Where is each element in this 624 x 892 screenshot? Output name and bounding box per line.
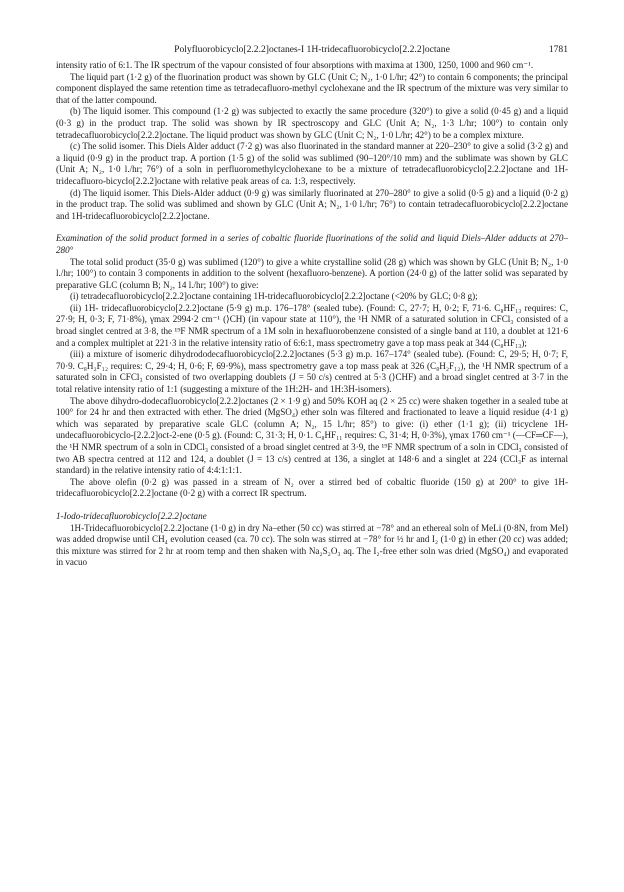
- paragraph: The total solid product (35·0 g) was sublimed (120°) to give a white crystalline solid (28 g) which was shown by GLC (Unit B; N₂, 1·0 l./hr; 100°) to contain 3 components in addition to the solvent (hexafluoro-benzene). A portion (24·0 g) of the latter solid was separated by preparative GLC (column B; N₂, 14 l./hr; 100°) to give:: [56, 256, 568, 290]
- body-text: [56, 60, 568, 569]
- section-heading: 1-Iodo-tridecafluorobicyclo[2.2.2]octane: [56, 510, 207, 521]
- journal-page: [56, 44, 568, 569]
- paragraph: (c) The solid isomer. This Diels Alder adduct (7·2 g) was also fluorinated in the standard manner at 220–230° to give a solid (3·2 g) and a liquid (0·9 g) in the product trap. A portion (1·5 g) of the solid was sublimed (90–120°/10 mm) and the sublimate was shown by GLC (Unit A; N₂, 1·0 l./hr; 76°) of a soln in perfluoromethylcyclohexane to be a mixture of tetradecafluorobicyclo[2.2.2]octane and 1H-tridecafluoro-bicyclo[2.2.2]octane with relative peak areas of ca. 1:3, respectively.: [56, 141, 568, 186]
- paragraph: The above olefin (0·2 g) was passed in a stream of N₂ over a stirred bed of cobaltic fluoride (150 g) at 200° to give 1H-tridecafluorobicyclo[2.2.2]octane (0·2 g) with a correct IR spectrum.: [56, 476, 568, 499]
- paragraph: (i) tetradecafluorobicyclo[2.2.2]octane containing 1H-tridecafluorobicyclo[2.2.2]octane (<20% by GLC; 0·8 g);: [70, 291, 478, 302]
- running-title: Polyfluorobicyclo[2.2.2]octanes-I 1H-tridecafluorobicyclo[2.2.2]octane: [174, 44, 450, 55]
- paragraph: (d) The liquid isomer. This Diels-Alder adduct (0·9 g) was similarly fluorinated at 270–280° to give a solid (0·5 g) and a liquid (0·2 g) in the product trap. The solid was sublimed and shown by GLC (Unit A; N₂, 1·0 l./hr; 76°) to contain tetradecafluorobicyclo[2.2.2]octane and 1H-tridecafluorobicyclo[2.2.2]octane.: [56, 187, 568, 221]
- paragraph: The liquid part (1·2 g) of the fluorination product was shown by GLC (Unit C; N₂, 1·0 l./hr; 42°) to contain 6 components; the principal component displayed the same retention time as tetradecafluoro-methyl cyclohexane and the IR spectrum of the mixture was very similar to that of the latter compound.: [56, 71, 568, 105]
- paragraph: 1H-Tridecafluorobicyclo[2.2.2]octane (1·0 g) in dry Na–ether (50 cc) was stirred at −78° and an ethereal soln of MeLi (0·8N, from MeI) was added dropwise until CH₄ evolution ceased (ca. 70 cc). The soln was stirred at −78° for ½ hr and I₂ (1·0 g) in ether (20 cc) was added; this mixture was stirred for 2 hr at room temp and then shaken with Na₂S₂O₃ aq. The I₂-free ether soln was dried (MgSO₄) and evaporated in vacuo: [56, 522, 568, 568]
- paragraph: (iii) a mixture of isomeric dihydrododecafluorobicyclo[2.2.2]octanes (5·3 g) m.p. 167–174° (sealed tube). (Found: C, 29·5; H, 0·7; F, 70·9. C₈H₂F₁₂ requires: C, 29·4; H, 0·6; F, 69·9%), mass spectrometry gave a top mass peak at 326 (C₈H₂F₁₂), the ¹H NMR spectrum of a saturated soln in CFCl₃ consisted of two overlapping doublets (J = 50 c/s) centred at 5·3 (⟩CHF) and a broad singlet centred at 3·7 in the total relative intensity ratio of 1:1 (suggesting a mixture of the 1H:2H- and 1H:3H-isomers).: [56, 349, 568, 395]
- paragraph: intensity ratio of 6:1. The IR spectrum of the vapour consisted of four absorptions with maxima at 1300, 1250, 1000 and 960 cm⁻¹.: [56, 60, 534, 70]
- section-heading: Examination of the solid product formed in a series of cobaltic fluoride fluorinations of the solid and liquid Diels–Alder adducts at 270–280°: [56, 233, 568, 255]
- section-gap: [56, 500, 568, 511]
- page-number: 1781: [548, 44, 568, 55]
- running-header: [56, 44, 568, 60]
- section-gap: [56, 222, 568, 233]
- paragraph: The above dihydro-dodecafluorobicyclo[2.2.2]octanes (2 × 1·9 g) and 50% KOH aq (2 × 25 cc) were shaken together in a sealed tube at 100° for 24 hr and then extracted with ether. The dried (MgSO₄) ether soln was filtered and fractionated to leave a liquid residue (4·1 g) which was separated by preparative scale GLC (column A; N₂, 15 l./hr; 85°) to give: (i) ether (1·1 g); (ii) tricyclene 1H-undecafluorobicyclo-[2.2.2]oct-2-ene (0·5 g). (Found: C, 31·3; H, 0·1. C₈HF₁₁ requires: C, 31·4; H, 0·3%), γmax 1760 cm⁻¹ (—CF═CF—), the ¹H NMR spectrum of a soln in CDCl₃ consisted of a broad singlet centred at 3·9, the ¹⁹F NMR spectrum of a soln in CDCl₃ consisted of two AB spectra centred at 112 and 124, a doublet (J = 13 c/s) centred at 136, a singlet at 148·6 and a singlet at 224 (CCl₃F as internal standard) in the relative intensity ratio of 4:4:1:1:1.: [56, 395, 568, 476]
- paragraph: (b) The liquid isomer. This compound (1·2 g) was subjected to exactly the same procedure (320°) to give a solid (0·45 g) and a liquid (0·3 g) in the product trap. The solid was shown by IR spectroscopy and GLC (Unit A; N₂, 1·3 l./hr; 100°) to contain only tetradecafluorobicyclo[2.2.2]octane. The liquid product was shown by GLC (Unit C; N₂, 1·0 l./hr; 42°) to be a complex mixture.: [56, 106, 568, 140]
- paragraph: (ii) 1H- tridecafluorobicyclo[2.2.2]octane (5·9 g) m.p. 176–178° (sealed tube). (Found: C, 27·7; H, 0·2; F, 71·6. C₈HF₁₃ requires: C, 27·9; H, 0·3; F, 71·8%), γmax 2994·2 cm⁻¹ (⟩CH) (in vapour state at 110°), the ¹H NMR of a saturated solution in CFCl₃ consisted of a broad singlet centred at 3·8, the ¹⁹F NMR spectrum of a 1M soln in hexafluorobenzene consisted of a single band at 110, a doublet at 121·6 and a complex multiplet at 221·3 in the relative intensity ratio of 6:6:1, mass spectrometry gave a top mass peak at 344 (C₈HF₁₃);: [56, 302, 568, 348]
